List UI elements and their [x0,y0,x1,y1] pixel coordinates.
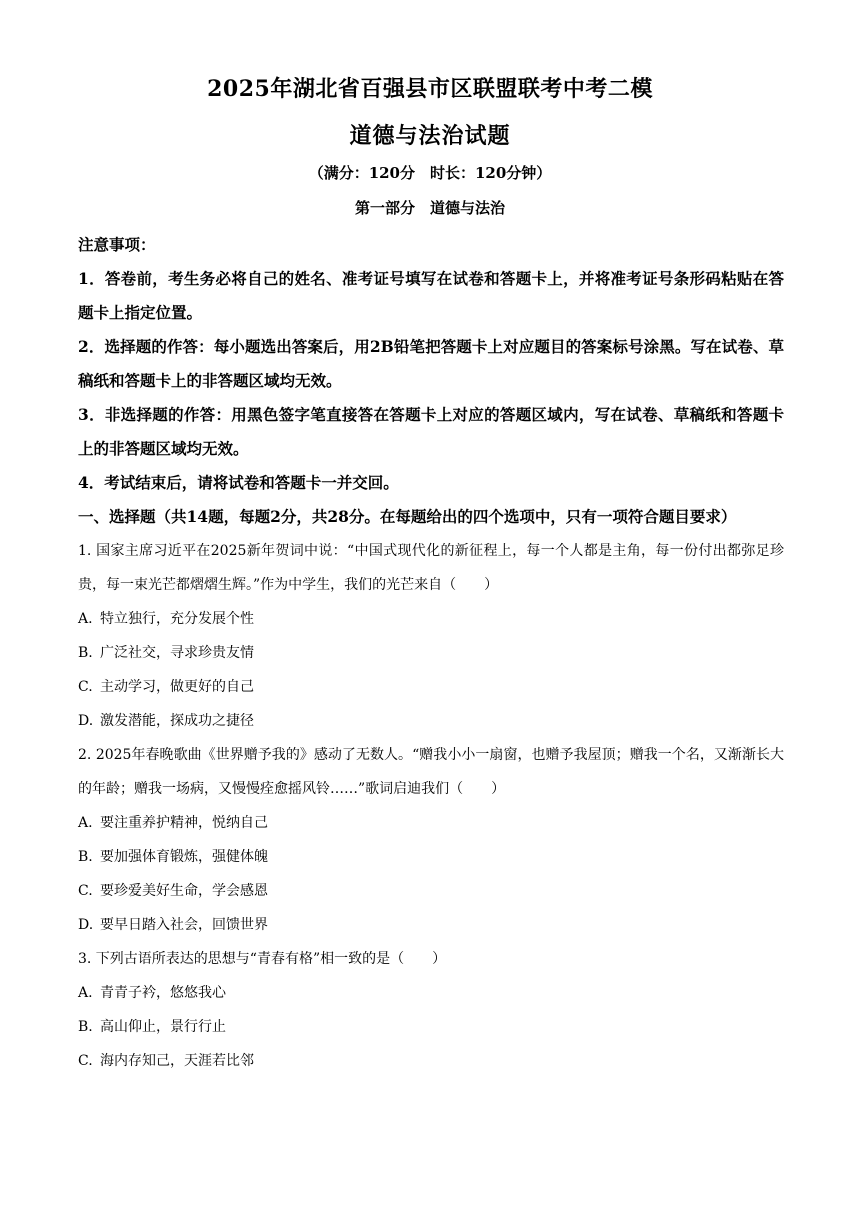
option-d [78,704,784,738]
option-text: 要加强体育锻炼，强健体魄 [100,849,268,865]
exam-subject: 道德与法治试题 [349,123,511,149]
part-heading: 第一部分 道德与法治 [354,199,505,217]
option-letter: B. [78,1019,93,1035]
notice-item: 2．选择题的作答：每小题选出答案后，用2B铅笔把答题卡上对应题目的答案标号涂黑。写在试卷、草稿纸和答题卡上的非答题区域均无效。 [78,337,784,390]
option-letter: A. [78,611,93,627]
option-text: 特立独行，充分发展个性 [100,611,254,627]
question-stem: 1. 国家主席习近平在2025新年贺词中说：“中国式现代化的新征程上，每一个人都是主角，每一份付出都弥足珍贵，每一束光芒都熠熠生辉。”作为中学生，我们的光芒来自（ ） [78,543,784,593]
notice-item: 3．非选择题的作答：用黑色签字笔直接答在答题卡上对应的答题区域内，写在试卷、草稿纸和答题卡上的非答题区域均无效。 [78,405,784,458]
option-text: 要注重养护精神，悦纳自己 [100,815,268,831]
option-text: 海内存知己，天涯若比邻 [100,1053,254,1069]
option-letter: D. [78,917,94,933]
exam-body [78,228,784,1078]
exam-title: 2025年湖北省百强县市区联盟联考中考二模 [207,76,653,102]
option-a [78,602,784,636]
option-a [78,976,784,1010]
option-text: 高山仰止，景行行止 [100,1019,226,1035]
option-letter: B. [78,645,93,661]
option-c [78,670,784,704]
option-letter: C. [78,679,93,695]
option-text: 青青子衿，悠悠我心 [100,985,226,1001]
option-letter: C. [78,1053,93,1069]
notice-item: 4．考试结束后，请将试卷和答题卡一并交回。 [78,473,399,492]
option-b [78,1010,784,1044]
question-1 [78,534,784,738]
option-d [78,908,784,942]
option-text: 要早日踏入社会，回馈世界 [100,917,268,933]
question-stem: 2. 2025年春晚歌曲《世界赠予我的》感动了无数人。“赠我小小一扇窗，也赠予我屋顶；赠我一个名，又渐渐长大的年龄；赠我一场病，又慢慢痊愈摇风铃……”歌词启迪我们（ ） [78,747,784,797]
exam-meta: （满分：120分 时长：120分钟） [308,164,552,182]
option-text: 广泛社交，寻求珍贵友情 [100,645,254,661]
notice-item: 1．答卷前，考生务必将自己的姓名、准考证号填写在试卷和答题卡上，并将准考证号条形码粘贴在答题卡上指定位置。 [78,269,784,322]
option-c [78,874,784,908]
section-heading: 一、选择题（共14题，每题2分，共28分。在每题给出的四个选项中，只有一项符合题目要求） [78,507,737,526]
option-letter: D. [78,713,94,729]
option-c [78,1044,784,1078]
option-b [78,840,784,874]
option-b [78,636,784,670]
option-letter: B. [78,849,93,865]
question-stem: 3. 下列古语所表达的思想与“青春有格”相一致的是（ ） [78,951,447,967]
option-text: 主动学习，做更好的自己 [100,679,254,695]
option-text: 激发潜能，探成功之捷径 [100,713,254,729]
option-a [78,806,784,840]
option-letter: A. [78,985,93,1001]
notice-heading: 注意事项： [78,235,156,254]
option-letter: C. [78,883,93,899]
question-2 [78,738,784,942]
option-text: 要珍爱美好生命，学会感恩 [100,883,268,899]
question-3 [78,942,784,1078]
option-letter: A. [78,815,93,831]
